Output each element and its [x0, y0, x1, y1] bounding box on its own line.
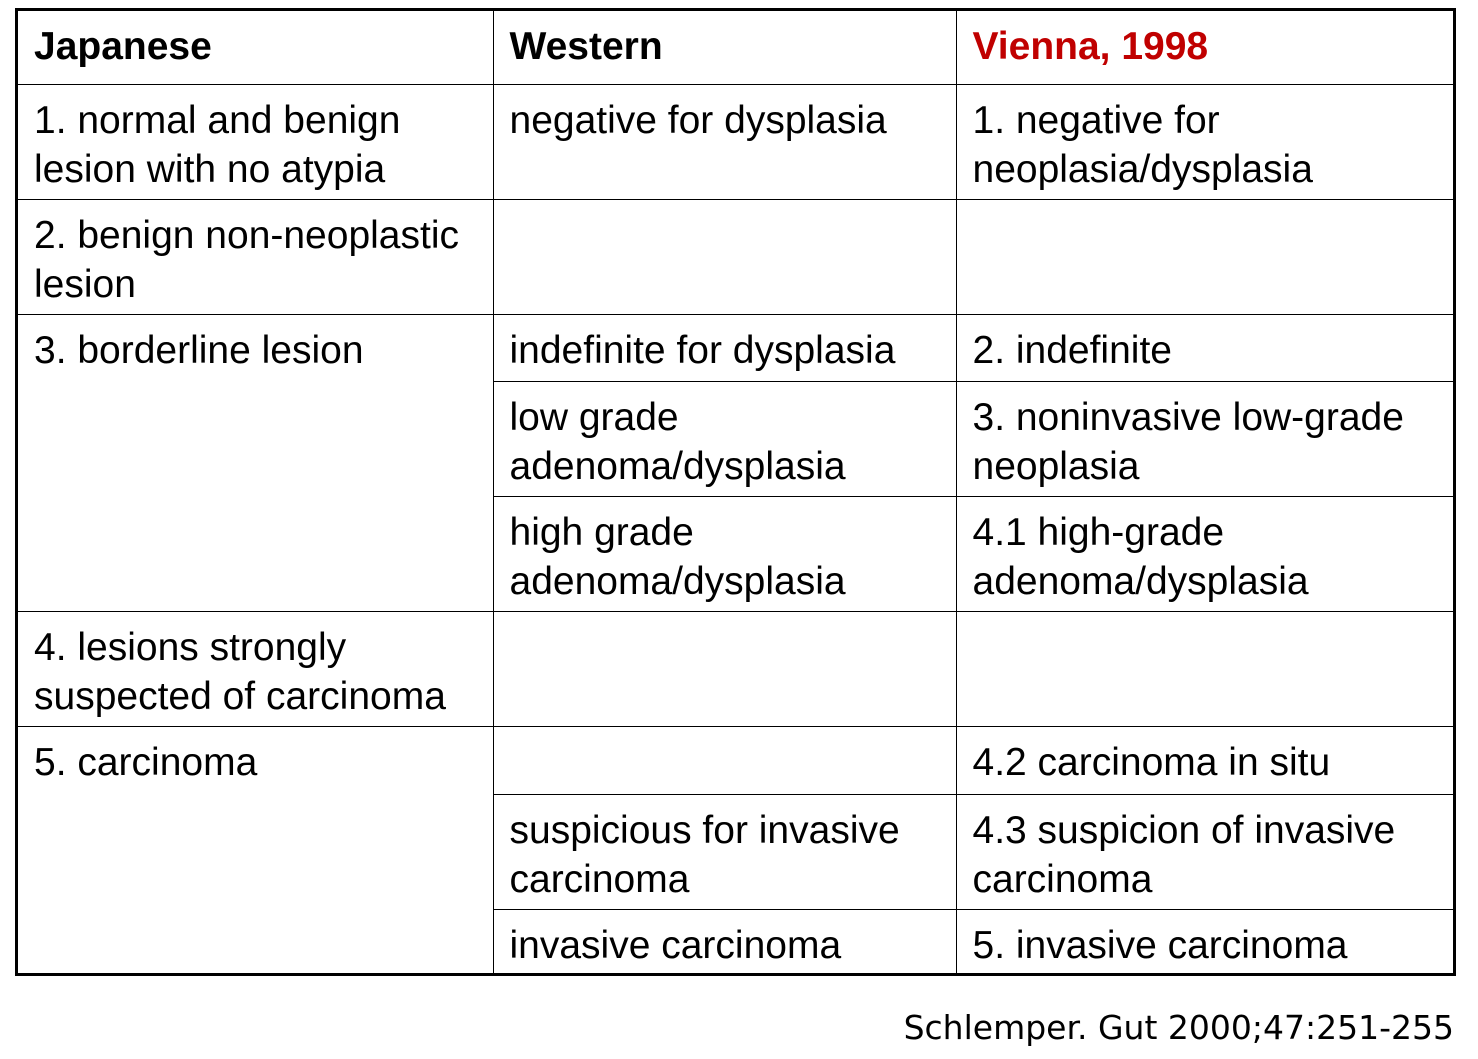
table-row [18, 611, 1453, 726]
cell-vienna: 3. noninvasive low-grade neoplasia [956, 381, 1453, 496]
cell-western: low grade adenoma/dysplasia [493, 381, 956, 496]
cell-western: indefinite for dysplasia [493, 314, 956, 381]
cell-western: suspicious for invasive carcinoma [493, 794, 956, 909]
cell-western: invasive carcinoma [493, 909, 956, 976]
cell-vienna [956, 199, 1453, 314]
cell-western [493, 199, 956, 314]
cell-vienna: 4.2 carcinoma in situ [956, 726, 1453, 794]
cell-western: negative for dysplasia [493, 84, 956, 199]
cell-vienna: 4.1 high-grade adenoma/dysplasia [956, 496, 1453, 611]
citation-reference: Schlemper. Gut 2000;47:251-255 [903, 1008, 1454, 1047]
cell-japanese: 1. normal and benign lesion with no atypia [18, 84, 493, 199]
classification-table [18, 11, 1453, 976]
cell-vienna: 5. invasive carcinoma [956, 909, 1453, 976]
cell-western [493, 611, 956, 726]
cell-vienna: 4.3 suspicion of invasive carcinoma [956, 794, 1453, 909]
cell-vienna: 1. negative for neoplasia/dysplasia [956, 84, 1453, 199]
cell-western [493, 726, 956, 794]
cell-japanese: 5. carcinoma [18, 726, 493, 976]
table-row [18, 84, 1453, 199]
header-vienna: Vienna, 1998 [956, 11, 1453, 84]
cell-western: high grade adenoma/dysplasia [493, 496, 956, 611]
cell-japanese: 4. lesions strongly suspected of carcinoma [18, 611, 493, 726]
classification-table-frame [15, 8, 1456, 976]
cell-japanese: 2. benign non-neoplastic lesion [18, 199, 493, 314]
header-japanese: Japanese [18, 11, 493, 84]
table-row [18, 314, 1453, 381]
table-row [18, 726, 1453, 794]
header-western: Western [493, 11, 956, 84]
cell-vienna [956, 611, 1453, 726]
cell-japanese: 3. borderline lesion [18, 314, 493, 611]
cell-vienna: 2. indefinite [956, 314, 1453, 381]
table-row [18, 199, 1453, 314]
table-header-row [18, 11, 1453, 84]
